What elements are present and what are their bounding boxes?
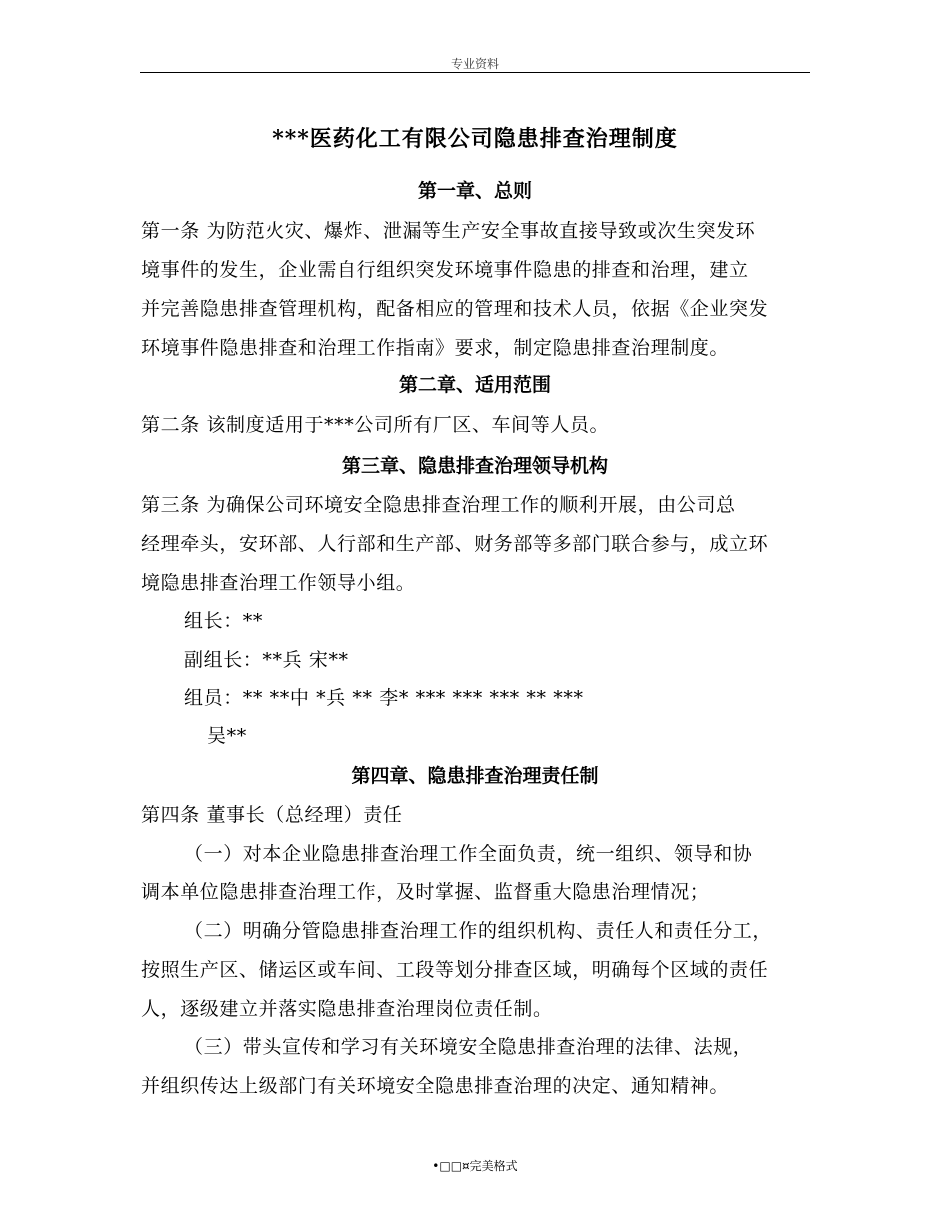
group-members-continued: 吴** — [207, 725, 247, 747]
paragraph-line: 并完善隐患排查管理机构，配备相应的管理和技术人员，依据《企业突发 — [141, 298, 769, 320]
paragraph-line: 第一条 为防范火灾、爆炸、泄漏等生产安全事故直接导致或次生突发环 — [141, 220, 756, 242]
chapter-1-heading: 第一章、总则 — [417, 180, 532, 202]
group-members: 组员：** **中 *兵 ** 李* *** *** *** ** *** — [184, 687, 584, 709]
paragraph-line: （一）对本企业隐患排查治理工作全面负责，统一组织、领导和协 — [184, 843, 753, 865]
deputy-group-leader: 副组长：**兵 宋** — [184, 649, 349, 671]
paragraph-line: 环境事件隐患排查和治理工作指南》要求，制定隐患排查治理制度。 — [141, 337, 730, 359]
article-4-heading: 第四条 董事长（总经理）责任 — [141, 804, 403, 826]
chapter-2-heading: 第二章、适用范围 — [398, 374, 551, 396]
chapter-4-heading: 第四章、隐患排查治理责任制 — [351, 765, 599, 787]
paragraph-line: 经理牵头，安环部、人行部和生产部、财务部等多部门联合参与，成立环 — [141, 533, 769, 555]
paragraph-line: 境隐患排查治理工作领导小组。 — [141, 572, 416, 594]
paragraph-line: 第三条 为确保公司环境安全隐患排查治理工作的顺利开展，由公司总 — [141, 494, 736, 516]
page-header: 专业资料 — [450, 57, 499, 71]
header-divider — [140, 72, 810, 73]
paragraph-line: 人，逐级建立并落实隐患排查治理岗位责任制。 — [141, 998, 553, 1020]
paragraph-line: （二）明确分管隐患排查治理工作的组织机构、责任人和责任分工， — [184, 920, 773, 942]
paragraph-line: 境事件的发生，企业需自行组织突发环境事件隐患的排查和治理，建立 — [141, 259, 749, 281]
document-title: ***医药化工有限公司隐患排查治理制度 — [272, 126, 678, 152]
chapter-3-heading: 第三章、隐患排查治理领导机构 — [341, 455, 608, 477]
paragraph-line: 并组织传达上级部门有关环境安全隐患排查治理的决定、通知精神。 — [141, 1075, 730, 1097]
paragraph-line: （三）带头宣传和学习有关环境安全隐患排查治理的法律、法规， — [184, 1036, 753, 1058]
paragraph-line: 调本单位隐患排查治理工作，及时掌握、监督重大隐患治理情况； — [141, 881, 710, 903]
paragraph-line: 第二条 该制度适用于***公司所有厂区、车间等人员。 — [141, 414, 610, 436]
paragraph-line: 按照生产区、储运区或车间、工段等划分排查区域，明确每个区域的责任 — [141, 959, 769, 981]
page-footer: •□□¤完美格式 — [432, 1159, 518, 1173]
group-leader: 组长：** — [184, 610, 264, 632]
